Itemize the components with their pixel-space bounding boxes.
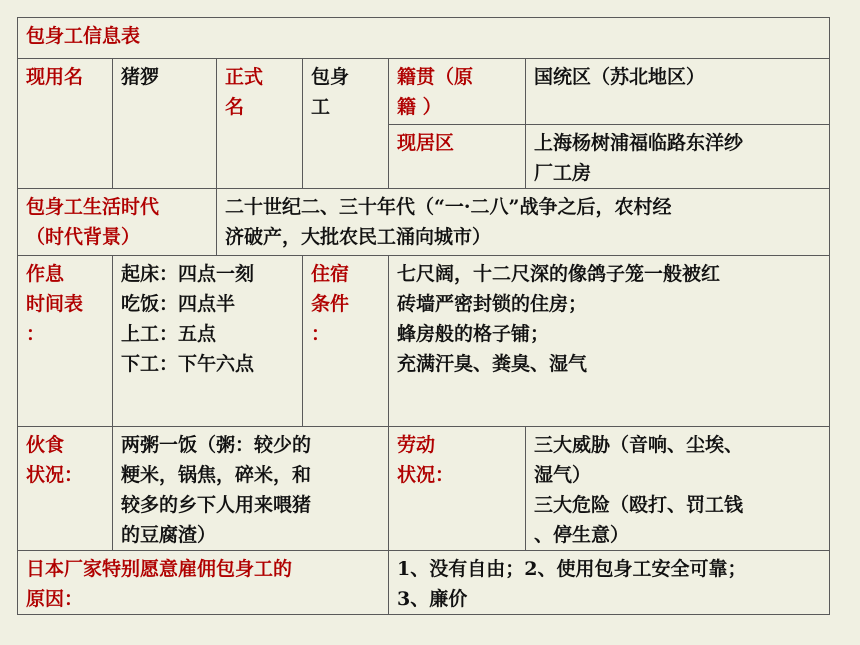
housing-label: 住宿 条件 ：: [302, 255, 389, 427]
origin-value: 国统区（苏北地区）: [525, 58, 830, 125]
residence-value: 上海杨树浦福临路东洋纱 厂工房: [525, 124, 830, 189]
labor-value: 三大威胁（音响、尘埃、 湿气） 三大危险（殴打、罚工钱 、停生意）: [525, 426, 830, 551]
origin-label: 籍贯（原 籍 ）: [388, 58, 526, 125]
labor-label: 劳动 状况：: [388, 426, 526, 551]
schedule-value: 起床：四点一刻 吃饭：四点半 上工：五点 下工：下午六点: [112, 255, 303, 427]
housing-value: 七尺阔，十二尺深的像鸽子笼一般被红 砖墙严密封锁的住房； 蜂房般的格子铺； 充满汗臭、粪臭、湿气: [388, 255, 830, 427]
name-label: 现用名: [17, 58, 113, 189]
table-title: 包身工信息表: [17, 17, 830, 59]
era-value: 二十世纪二、三十年代（“一·二八”战争之后，农村经 济破产，大批农民工涌向城市）: [216, 188, 830, 256]
formal-name-label: 正式 名: [216, 58, 303, 189]
schedule-label: 作息 时间表 ：: [17, 255, 113, 427]
reason-label: 日本厂家特别愿意雇佣包身工的 原因：: [17, 550, 389, 615]
era-label: 包身工生活时代 （时代背景）: [17, 188, 217, 256]
food-value: 两粥一饭（粥：较少的 粳米，锅焦，碎米，和 较多的乡下人用来喂猪 的豆腐渣）: [112, 426, 389, 551]
formal-name-value: 包身 工: [302, 58, 389, 189]
name-value: 猪猡: [112, 58, 217, 189]
reason-value: 1、没有自由；2、使用包身工安全可靠； 3、廉价: [388, 550, 830, 615]
food-label: 伙食 状况：: [17, 426, 113, 551]
residence-label: 现居区: [388, 124, 526, 189]
